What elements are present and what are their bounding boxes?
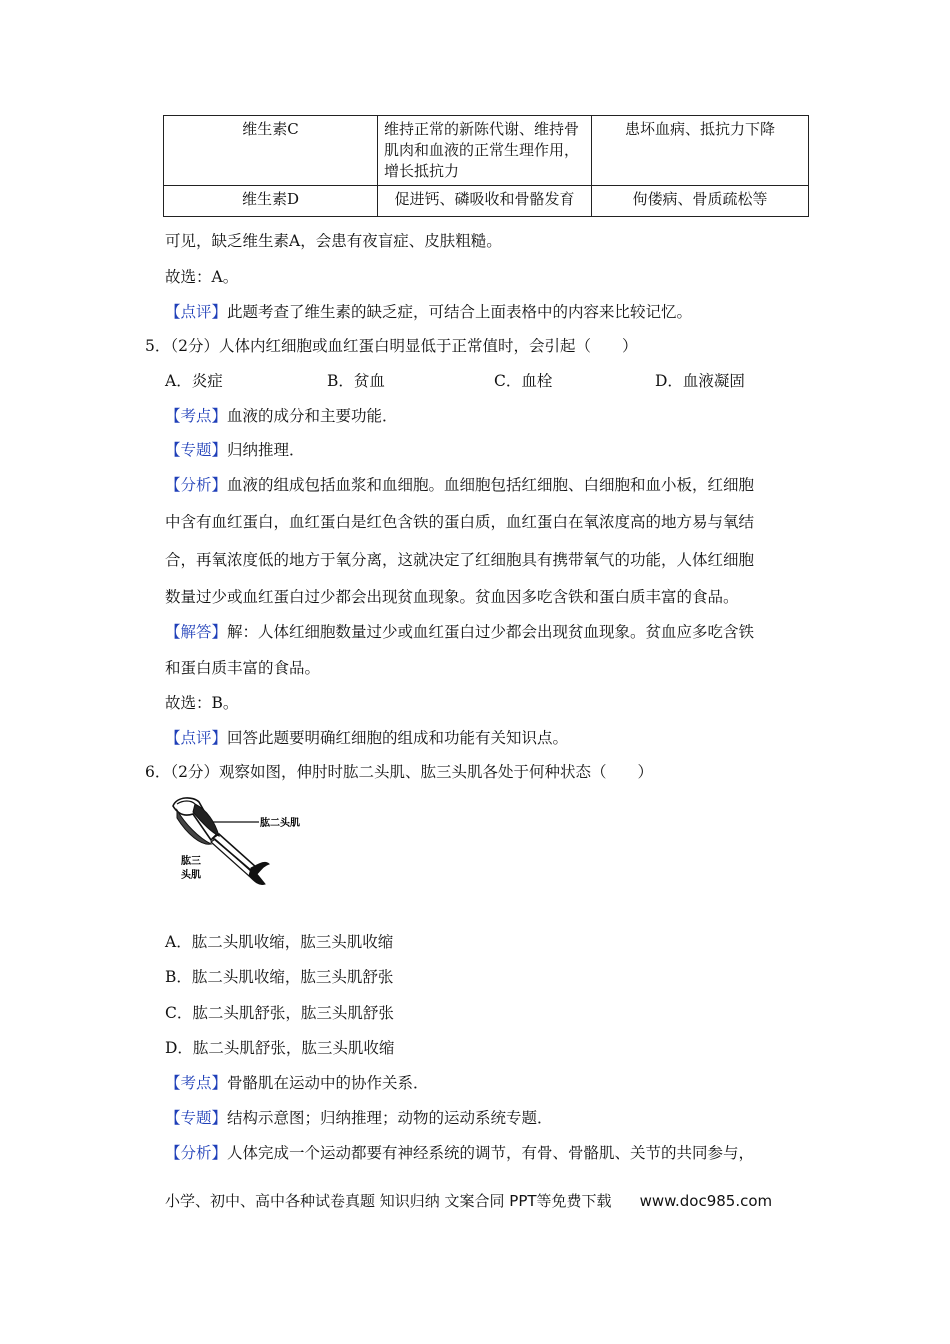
jieda-text: 解：人体红细胞数量过少或血红蛋白过少都会出现贫血现象。贫血应多吃含铁 <box>227 623 755 641</box>
fenxi-text: 人体完成一个运动都要有神经系统的调节，有骨、骨骼肌、关节的共同参与， <box>227 1144 755 1162</box>
q5-option-d: D．血液凝固 <box>655 372 745 390</box>
footer-text: 小学、初中、高中各种试卷真题 知识归纳 文案合同 PPT等免费下载 <box>165 1192 612 1210</box>
q4-conclusion: 可见，缺乏维生素A，会患有夜盲症、皮肤粗糙。 <box>165 232 502 250</box>
fenxi-tag: 【分析】 <box>165 1144 228 1162</box>
q6-stem: 6．（2分）观察如图，伸肘时肱二头肌、肱三头肌各处于何种状态（ ） <box>145 763 653 781</box>
zhuanti-tag: 【专题】 <box>165 441 228 459</box>
fenxi-tag: 【分析】 <box>165 476 228 494</box>
q6-kaodian <box>165 1071 429 1093</box>
triceps-label-line1: 肱三 <box>181 856 201 867</box>
footer-url[interactable]: www.doc985.com <box>639 1192 773 1210</box>
q5-fenxi-line2: 中含有血红蛋白，血红蛋白是红色含铁的蛋白质，血红蛋白在氧浓度高的地方易与氧结 <box>165 513 755 531</box>
q5-jieda-line1 <box>165 620 754 642</box>
vitamin-function-cell: 促进钙、磷吸收和骨骼发育 <box>378 186 592 217</box>
q5-fenxi-line1 <box>165 473 754 495</box>
page-footer <box>165 1190 772 1211</box>
shoulder-joint-shape <box>177 801 195 804</box>
kaodian-tag: 【考点】 <box>165 407 228 425</box>
q5-stem: 5．（2分）人体内红细胞或血红蛋白明显低于正常值时，会引起（ ） <box>145 337 638 355</box>
forearm-ulna-shape <box>211 839 253 876</box>
q6-option-a: A．肱二头肌收缩，肱三头肌收缩 <box>165 933 394 951</box>
vitamin-table <box>163 115 809 217</box>
jieda-tag: 【解答】 <box>165 623 228 641</box>
q5-kaodian <box>165 404 398 426</box>
q5-fenxi-line4: 数量过少或血红蛋白过少都会出现贫血现象。贫血因多吃含铁和蛋白质丰富的食品。 <box>165 588 739 606</box>
vitamin-name-cell: 维生素D <box>164 186 378 217</box>
zhuanti-text: 归纳推理． <box>227 441 305 459</box>
biceps-label: 肱二头肌 <box>260 818 300 829</box>
kaodian-text: 血液的成分和主要功能． <box>227 407 398 425</box>
q5-option-c: C．血栓 <box>494 372 553 390</box>
vitamin-function-cell: 维持正常的新陈代谢、维持骨肌肉和血液的正常生理作用，增长抵抗力 <box>378 116 592 186</box>
q4-answer: 故选：A。 <box>165 268 239 286</box>
q6-fenxi-line1 <box>165 1141 754 1163</box>
q6-option-b: B．肱二头肌收缩，肱三头肌舒张 <box>165 968 394 986</box>
zhuanti-text: 结构示意图；归纳推理；动物的运动系统专题． <box>227 1109 553 1127</box>
table-row <box>164 186 809 217</box>
q5-fenxi-line3: 合，再氧浓度低的地方于氧分离，这就决定了红细胞具有携带氧气的功能，人体红细胞 <box>165 551 755 569</box>
zhuanti-tag: 【专题】 <box>165 1109 228 1127</box>
q6-option-c: C．肱二头肌舒张，肱三头肌舒张 <box>165 1004 394 1022</box>
comment-tag: 【点评】 <box>165 729 228 747</box>
fenxi-text: 血液的组成包括血浆和血细胞。血细胞包括红细胞、白细胞和血小板，红细胞 <box>227 476 755 494</box>
triceps-label-line2: 头肌 <box>181 870 201 881</box>
q5-comment <box>165 726 568 748</box>
arm-illustration <box>165 794 325 894</box>
kaodian-tag: 【考点】 <box>165 1074 228 1092</box>
q6-option-d: D．肱二头肌舒张，肱三头肌收缩 <box>165 1039 395 1057</box>
table-row <box>164 116 809 186</box>
hand-shape <box>249 862 269 884</box>
q6-zhuanti <box>165 1106 553 1128</box>
arm-muscle-figure <box>165 794 325 894</box>
vitamin-deficiency-cell: 佝偻病、骨质疏松等 <box>592 186 809 217</box>
q5-zhuanti <box>165 438 305 460</box>
q4-comment <box>165 300 692 322</box>
comment-text: 回答此题要明确红细胞的组成和功能有关知识点。 <box>227 729 569 747</box>
comment-tag: 【点评】 <box>165 303 228 321</box>
q5-option-b: B．贫血 <box>327 372 385 390</box>
forearm-radius-shape <box>213 834 257 872</box>
q5-option-a: A．炎症 <box>165 372 223 390</box>
vitamin-name-cell: 维生素C <box>164 116 378 186</box>
kaodian-text: 骨骼肌在运动中的协作关系． <box>227 1074 429 1092</box>
q5-answer: 故选：B。 <box>165 694 239 712</box>
vitamin-deficiency-cell: 患坏血病、抵抗力下降 <box>592 116 809 186</box>
q5-jieda-line2: 和蛋白质丰富的食品。 <box>165 659 321 677</box>
comment-text: 此题考查了维生素的缺乏症，可结合上面表格中的内容来比较记忆。 <box>227 303 693 321</box>
